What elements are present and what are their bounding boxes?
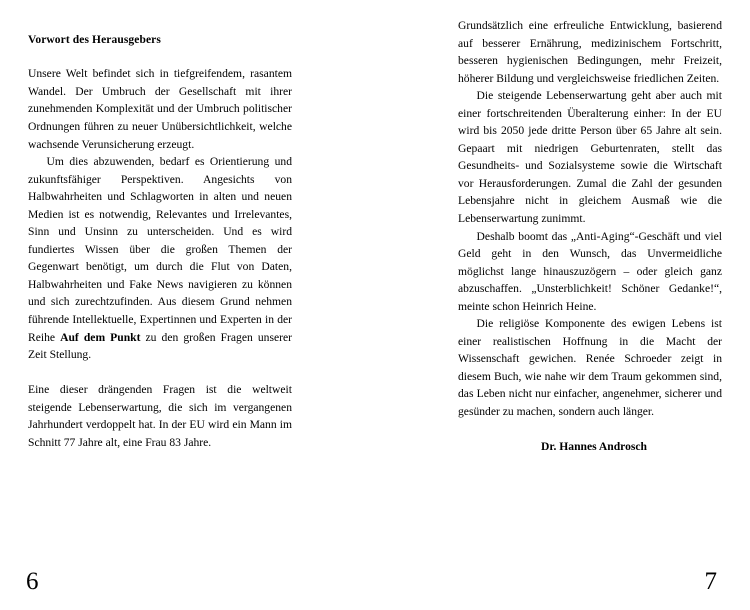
page-number-left: 6 [26,568,39,595]
paragraph: Eine dieser drängenden Fragen ist die weltweit steigende Lebenserwartung, die sich im vergangenen Jahrhundert verdoppelt hat. In der EU wird ein Mann im Schnitt 77 Jahre alt, eine Frau 83 Jahre. [28,383,292,449]
page-title: Vorwort des Herausgebers [28,34,161,46]
left-page-content [28,0,292,451]
right-page-content [458,0,722,456]
right-page-column [458,0,722,456]
right-page-body [458,17,722,456]
paragraph: Die steigende Lebenserwartung geht aber auch mit einer fortschreitenden Überalterung einher: In der EU wird bis 2050 jede dritte Person über 65 Jahre alt sein. Gepaart mit niedrigen Geburtenraten, stellt das Gesundheits- und Sozialsysteme sowie die Wirtschaft vor Herausforderungen. Zumal die Zahl der gesunden Lebensjahre nicht in gleichem Ausmaß wie die Lebenserwartung zunimmt. [458,89,722,226]
paragraph: Die religiöse Komponente des ewigen Lebens ist einer realistischen Hoffnung in die Macht der Wissenschaft gewichen. Renée Schroeder zeigt in diesem Buch, wie nahe wir dem Traum gekommen sind, das Leben nicht nur einfacher, angenehmer, sicherer und gesünder zu machen, sondern auch länger. [458,317,722,419]
left-page-body [28,65,292,451]
paragraph-text: Um dies abzuwenden, bedarf es Orientierung und zukunftsfähiger Perspektiven. Angesichts von Halbwahrheiten und Schlagworten in alten und neuen Medien ist es notwendig, Relevantes und Irrelevantes, Sinn und Unsinn zu unterscheiden. Und es wird fundiertes Wissen über die großen Themen der Gegenwart benötigt, um durch die Flut von Daten, Halbwahrheiten und Fake News navigieren zu können und sich zurechtzufinden. Aus diesem Grund nehmen führende Intellektuelle, Expertinnen und Experten in der Reihe [28,155,292,344]
page-number-right: 7 [704,568,717,595]
paragraph [28,153,292,364]
series-title: Auf dem Punkt [60,330,141,344]
paragraph: Deshalb boomt das „Anti-Aging“-Geschäft und viel Geld geht in den Wunsch, das Unvermeidliche möglichst lange hinauszuzögern – oder gleich ganz abzuschaffen. „Unsterblichkeit! Schöner Gedanke!“, meinte schon Heinrich Heine. [458,229,722,313]
author-signature: Dr. Hannes Androsch [541,439,647,453]
paragraph: Unsere Welt befindet sich in tiefgreifendem, rasantem Wandel. Der Umbruch der Gesellschaft mit ihrer zunehmenden Komplexität und der Umbruch politischer Ordnungen führen zu neuer Unübersichtlichkeit, welche wachsende Verunsicherung erzeugt. [28,67,292,151]
paragraph: Grundsätzlich eine erfreuliche Entwicklung, basierend auf besserer Ernährung, medizinischem Fortschritt, besseren hygienischen Bedingungen, mehr Freizeit, höherer Bildung und vergleichsweise friedlichen Zeiten. [458,19,722,85]
paragraph-tail: zu den großen Fragen unserer Zeit Stellung. [28,330,292,362]
left-page-column [28,0,292,451]
